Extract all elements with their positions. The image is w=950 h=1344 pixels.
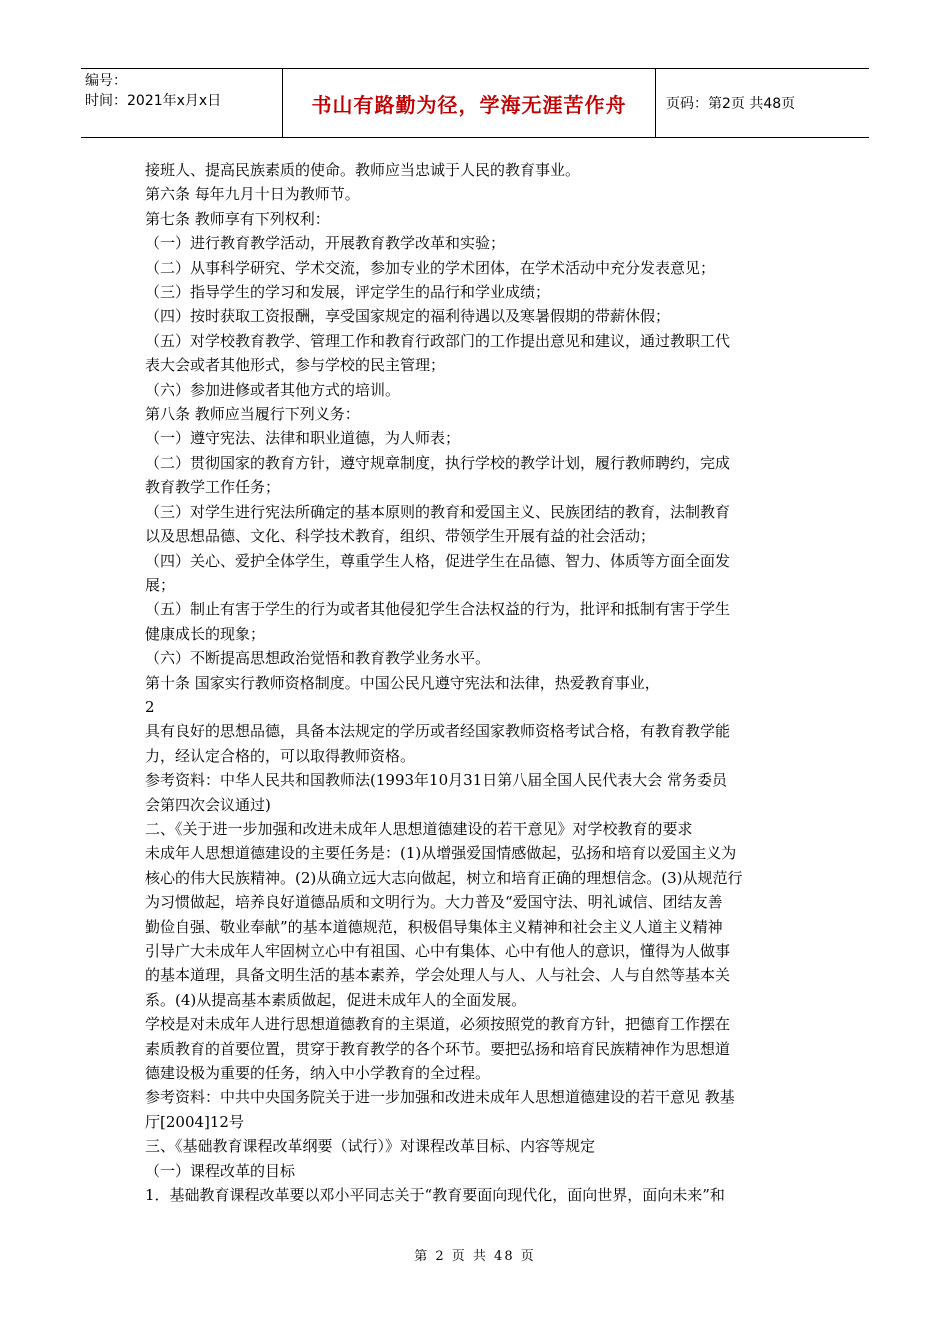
- header-motto: 书山有路勤为径，学海无涯苦作舟: [311, 92, 627, 117]
- body-line: 第六条 每年九月十日为教师节。: [145, 185, 360, 204]
- body-line: 力，经认定合格的，可以取得教师资格。: [145, 746, 416, 765]
- page-footer: 第 2 页 共 48 页: [414, 1249, 536, 1264]
- body-line: （三）指导学生的学习和发展，评定学生的品行和学业成绩；: [145, 283, 551, 302]
- body-line: 1．基础教育课程改革要以邓小平同志关于“教育要面向现代化，面向世界，面向未来”和: [145, 1186, 725, 1205]
- body-line: 学校是对未成年人进行思想道德教育的主渠道，必须按照党的教育方针，把德育工作摆在: [145, 1015, 731, 1034]
- document-body: [145, 158, 813, 1207]
- body-line: 为习惯做起，培养良好道德品质和文明行为。大力普及“爱国守法、明礼诚信、团结友善: [145, 893, 723, 912]
- body-line: 展；: [145, 575, 176, 594]
- body-line: 教育教学工作任务；: [145, 478, 281, 497]
- body-line: 健康成长的现象；: [145, 624, 266, 643]
- body-line: （二）从事科学研究、学术交流，参加专业的学术团体，在学术活动中充分发表意见；: [145, 258, 716, 277]
- body-line: 素质教育的首要位置，贯穿于教育教学的各个环节。要把弘扬和培育民族精神作为思想道: [145, 1039, 731, 1058]
- body-line: （四）关心、爱护全体学生，尊重学生人格，促进学生在品德、智力、体质等方面全面发: [145, 551, 731, 570]
- body-line: 三、《基础教育课程改革纲要（试行）》对课程改革目标、内容等规定: [145, 1137, 596, 1156]
- body-line: （六）参加进修或者其他方式的培训。: [145, 380, 401, 399]
- body-line: 德建设极为重要的任务，纳入中小学教育的全过程。: [145, 1064, 491, 1083]
- body-line: 表大会或者其他形式，参与学校的民主管理；: [145, 356, 446, 375]
- body-line: （六）不断提高思想政治觉悟和教育教学业务水平。: [145, 649, 491, 668]
- body-line: 未成年人思想道德建设的主要任务是：(1)从增强爱国情感做起，弘扬和培育以爱国主义为: [145, 844, 737, 863]
- body-line: （五）对学校教育教学、管理工作和教育行政部门的工作提出意见和建议，通过教职工代: [145, 331, 731, 350]
- body-line: （四）按时获取工资报酬，享受国家规定的福利待遇以及寒暑假期的带薪休假；: [145, 307, 671, 326]
- body-line: （一）进行教育教学活动，开展教育教学改革和实验；: [145, 234, 506, 253]
- body-line: 2: [145, 697, 155, 716]
- page-header: [81, 68, 869, 138]
- body-line: 参考资料：中共中央国务院关于进一步加强和改进未成年人思想道德建设的若干意见 教基: [145, 1088, 735, 1107]
- header-page-info: 页码：第2页 共48页: [666, 96, 796, 112]
- body-line: （一）遵守宪法、法律和职业道德，为人师表；: [145, 429, 461, 448]
- body-line: 的基本道理，具备文明生活的基本素养，学会处理人与人、人与社会、人与自然等基本关: [145, 966, 731, 985]
- body-line: 二、《关于进一步加强和改进未成年人思想道德建设的若干意见》对学校教育的要求: [145, 819, 693, 838]
- document-time-label: 时间：2021年x月x日: [85, 93, 222, 109]
- document-number-label: 编号：: [85, 73, 127, 89]
- body-line: 第十条 国家实行教师资格制度。中国公民凡遵守宪法和法律，热爱教育事业，: [145, 673, 660, 692]
- body-line: 系。(4)从提高基本素质做起，促进未成年人的全面发展。: [145, 990, 527, 1009]
- header-motto-cell: [283, 69, 656, 137]
- body-line: 核心的伟大民族精神。(2)从确立远大志向做起，树立和培育正确的理想信念。(3)从规范行: [145, 868, 743, 887]
- body-line: 引导广大未成年人牢固树立心中有祖国、心中有集体、心中有他人的意识，懂得为人做事: [145, 942, 731, 960]
- header-page-info-cell: [656, 69, 869, 137]
- body-line: 第七条 教师享有下列权利：: [145, 209, 330, 228]
- body-line: 以及思想品德、文化、科学技术教育，组织、带领学生开展有益的社会活动；: [145, 527, 656, 546]
- body-line: 勤俭自强、敬业奉献”的基本道德规范，积极倡导集体主义精神和社会主义人道主义精神: [145, 917, 723, 936]
- body-line: （一）课程改革的目标: [145, 1161, 296, 1180]
- body-line: 会第四次会议通过): [145, 795, 271, 814]
- body-line: 参考资料：中华人民共和国教师法(1993年10月31日第八届全国人民代表大会 常务委员: [145, 771, 727, 790]
- header-meta: [81, 69, 283, 137]
- body-line: （二）贯彻国家的教育方针，遵守规章制度，执行学校的教学计划，履行教师聘约，完成: [145, 453, 731, 472]
- body-line: （五）制止有害于学生的行为或者其他侵犯学生合法权益的行为，批评和抵制有害于学生: [145, 600, 731, 619]
- body-line: 厅[2004]12号: [145, 1112, 244, 1131]
- body-line: 具有良好的思想品德，具备本法规定的学历或者经国家教师资格考试合格，有教育教学能: [145, 722, 731, 741]
- body-line: 第八条 教师应当履行下列义务：: [145, 405, 360, 424]
- body-line: 接班人、提高民族素质的使命。教师应当忠诚于人民的教育事业。: [145, 161, 581, 179]
- body-line: （三）对学生进行宪法所确定的基本原则的教育和爱国主义、民族团结的教育，法制教育: [145, 502, 731, 521]
